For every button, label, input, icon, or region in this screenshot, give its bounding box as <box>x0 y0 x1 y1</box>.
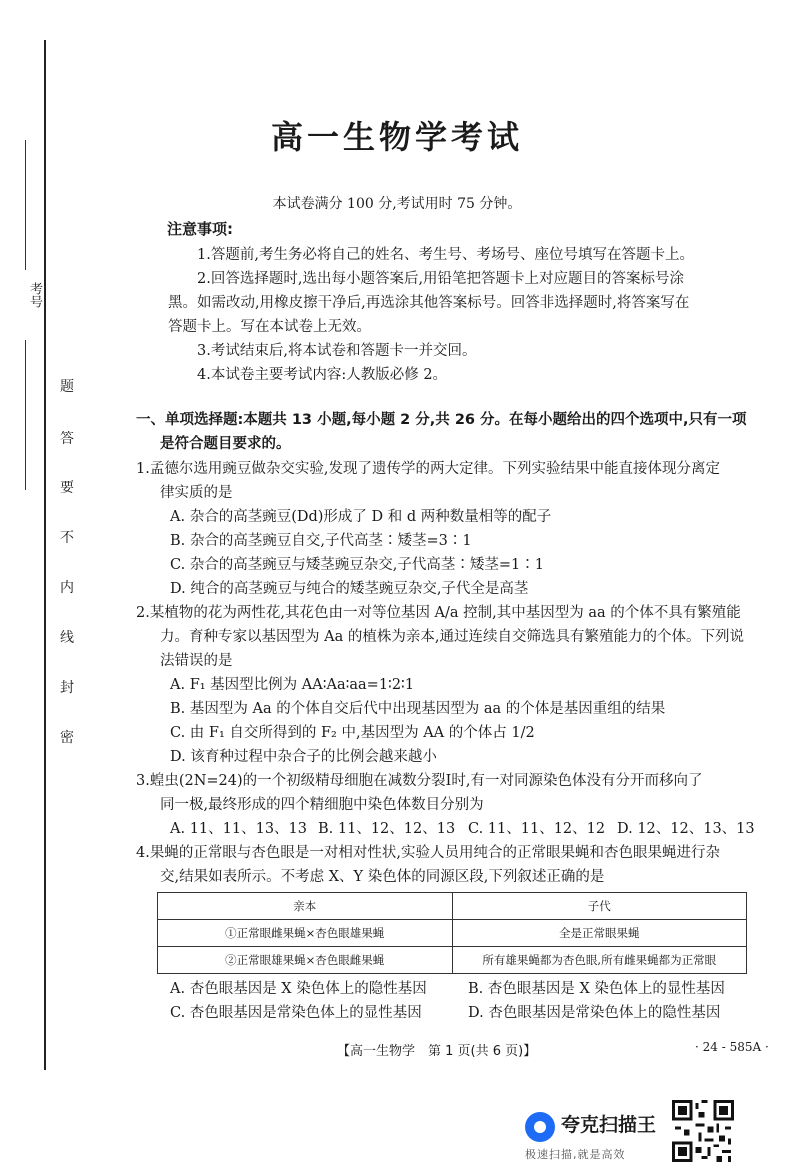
table-header-row <box>158 893 747 920</box>
q3-stem: 3.蝗虫(2N=24)的一个初级精母细胞在减数分裂Ⅰ时,有一对同源染色体没有分开而移向了 <box>136 773 703 789</box>
q1-option-c: C. 杂合的高茎豌豆与矮茎豌豆杂交,子代高茎∶矮茎=1∶1 <box>170 557 545 573</box>
table-cell: 所有雄果蝇都为杏色眼,所有雌果蝇都为正常眼 <box>452 947 747 974</box>
table-cell: ①正常眼雌果蝇×杏色眼雄果蝇 <box>158 920 453 947</box>
notice-line: 3.考试结束后,将本试卷和答题卡一并交回。 <box>197 343 477 359</box>
table-header-cell: 亲本 <box>158 893 453 920</box>
seal-char: 封 <box>60 680 74 696</box>
table-row <box>158 947 747 974</box>
section-heading-cont: 是符合题目要求的。 <box>160 436 291 452</box>
seal-char: 线 <box>60 630 74 646</box>
qr-code-icon <box>672 1100 734 1162</box>
seal-char: 要 <box>60 480 74 496</box>
paper-code: · 24 - 585A · <box>695 1040 769 1054</box>
table-row <box>158 920 747 947</box>
table-header-cell: 子代 <box>452 893 747 920</box>
q2-stem: 2.某植物的花为两性花,其花色由一对等位基因 A/a 控制,其中基因型为 aa 的个体不具有繁殖能 <box>136 605 741 621</box>
q1-stem: 1.孟德尔选用豌豆做杂交实验,发现了遗传学的两大定律。下列实验结果中能直接体现分离定 <box>136 461 720 477</box>
q4-stem: 交,结果如表所示。不考虑 X、Y 染色体的同源区段,下列叙述正确的是 <box>160 869 605 885</box>
notice-line: 4.本试卷主要考试内容:人教版必修 2。 <box>197 367 448 383</box>
notice-line: 1.答题前,考生务必将自己的姓名、考生号、考场号、座位号填写在答题卡上。 <box>197 247 694 263</box>
scanner-brand-name: 夸克扫描王 <box>561 1114 657 1136</box>
notice-line: 答题卡上。写在本试卷上无效。 <box>168 319 371 335</box>
q3-option-a: A. 11、11、13、13 <box>170 821 307 837</box>
q4-stem: 4.果蝇的正常眼与杏色眼是一对相对性状,实验人员用纯合的正常眼果蝇和杏色眼果蝇进行杂 <box>136 845 720 861</box>
scanner-logo-icon <box>525 1112 555 1142</box>
q1-option-d: D. 纯合的高茎豌豆与纯合的矮茎豌豆杂交,子代全是高茎 <box>170 581 529 597</box>
seal-char: 题 <box>60 379 74 395</box>
q2-option-a: A. F₁ 基因型比例为 AA∶Aa∶aa=1∶2∶1 <box>170 677 415 693</box>
q4-option-c: C. 杏色眼基因是常染色体上的显性基因 <box>170 1005 422 1021</box>
section-heading: 一、单项选择题:本题共 13 小题,每小题 2 分,共 26 分。在每小题给出的四个选项中,只有一项 <box>136 412 747 428</box>
q1-option-a: A. 杂合的高茎豌豆(Dd)形成了 D 和 d 两种数量相等的配子 <box>170 509 552 525</box>
q1-option-b: B. 杂合的高茎豌豆自交,子代高茎∶矮茎=3∶1 <box>170 533 472 549</box>
q1-stem: 律实质的是 <box>160 485 233 501</box>
scanner-slogan: 极速扫描,就是高效 <box>525 1148 626 1161</box>
exam-no-label: 考号 <box>27 282 42 308</box>
q2-option-c: C. 由 F₁ 自交所得到的 F₂ 中,基因型为 AA 的个体占 1/2 <box>170 725 535 741</box>
table-cell: ②正常眼雄果蝇×杏色眼雌果蝇 <box>158 947 453 974</box>
seal-char: 答 <box>60 431 74 447</box>
q4-table <box>157 892 747 974</box>
page-footer: 【高一生物学 第 1 页(共 6 页)】 <box>337 1044 537 1059</box>
q2-option-d: D. 该育种过程中杂合子的比例会越来越小 <box>170 749 437 765</box>
q2-stem: 力。育种专家以基因型为 Aa 的植株为亲本,通过连续自交筛选具有繁殖能力的个体。下列说 <box>160 629 744 645</box>
margin-rule <box>25 340 26 490</box>
notice-line: 2.回答选择题时,选出每小题答案后,用铅笔把答题卡上对应题目的答案标号涂 <box>197 271 685 287</box>
q4-option-a: A. 杏色眼基因是 X 染色体上的隐性基因 <box>170 981 427 997</box>
table-cell: 全是正常眼果蝇 <box>452 920 747 947</box>
q4-option-d: D. 杏色眼基因是常染色体上的隐性基因 <box>468 1005 721 1021</box>
notice-line: 黑。如需改动,用橡皮擦干净后,再选涂其他答案标号。回答非选择题时,将答案写在 <box>168 295 690 311</box>
seal-char: 密 <box>60 730 74 746</box>
seal-char: 不 <box>60 530 74 546</box>
q3-option-d: D. 12、12、13、13 <box>617 821 755 837</box>
q3-stem: 同一极,最终形成的四个精细胞中染色体数目分别为 <box>160 797 484 813</box>
q3-option-c: C. 11、11、12、12 <box>468 821 606 837</box>
seal-char: 内 <box>60 580 74 596</box>
exam-info: 本试卷满分 100 分,考试用时 75 分钟。 <box>272 196 522 212</box>
q2-option-b: B. 基因型为 Aa 的个体自交后代中出现基因型为 aa 的个体是基因重组的结果 <box>170 701 666 717</box>
notice-title: 注意事项: <box>167 220 233 238</box>
q3-option-b: B. 11、12、12、13 <box>318 821 456 837</box>
q2-stem: 法错误的是 <box>160 653 233 669</box>
page-title: 高一生物学考试 <box>270 118 523 156</box>
q4-option-b: B. 杏色眼基因是 X 染色体上的显性基因 <box>468 981 725 997</box>
